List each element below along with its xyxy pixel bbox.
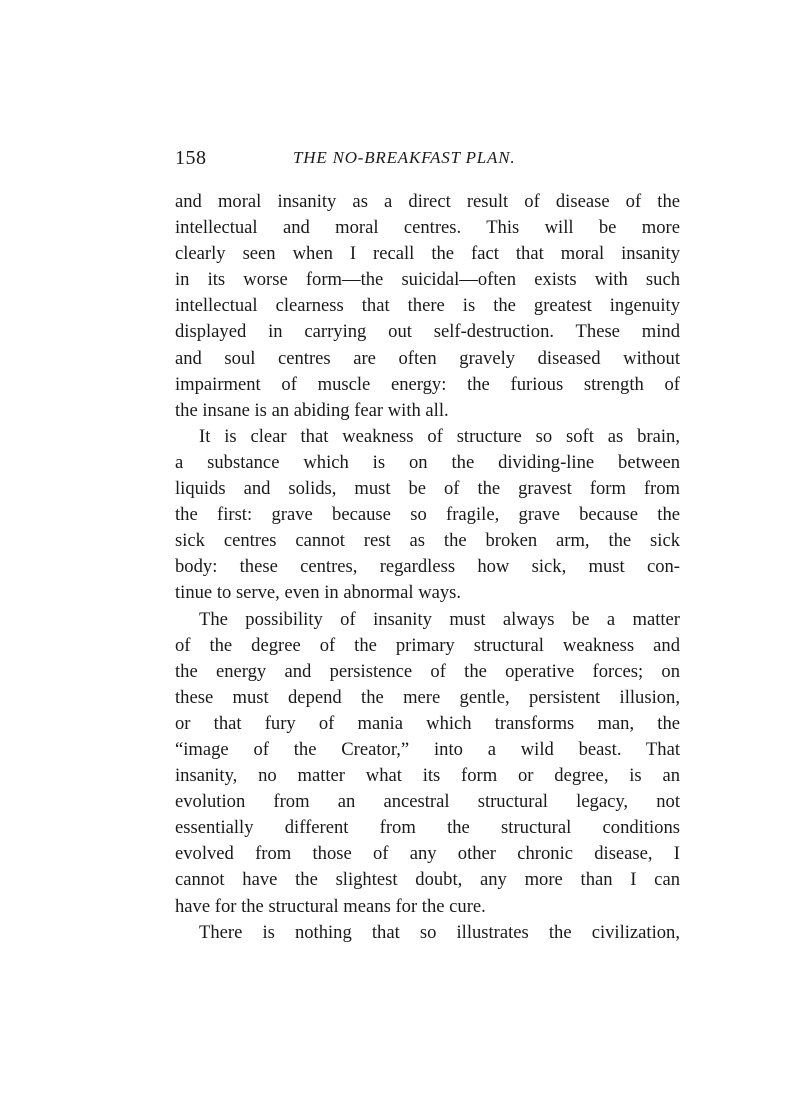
text-line: displayed in carrying out self-destruction. These mind: [175, 321, 680, 343]
text-line: have for the structural means for the cure.: [175, 895, 486, 917]
text-line: the energy and persistence of the operative forces; on: [175, 660, 680, 682]
text-line: liquids and solids, must be of the gravest form from: [175, 478, 680, 500]
text-line: the insane is an abiding fear with all.: [175, 399, 449, 421]
text-line: It is clear that weakness of structure so soft as brain,: [199, 425, 680, 447]
text-line: in its worse form—the suicidal—often exists with such: [175, 269, 680, 291]
text-line: tinue to serve, even in abnormal ways.: [175, 582, 462, 604]
text-line: and moral insanity as a direct result of disease of the: [175, 191, 680, 212]
text-line: “image of the Creator,” into a wild beast. That: [175, 738, 680, 760]
text-line: the first: grave because so fragile, grave because the: [175, 504, 680, 526]
text-line: There is nothing that so illustrates the civilization,: [199, 921, 680, 943]
text-line: cannot have the slightest doubt, any more than I can: [175, 869, 680, 891]
text-line: intellectual clearness that there is the greatest ingenuity: [175, 295, 680, 317]
text-line: clearly seen when I recall the fact that moral insanity: [175, 243, 680, 265]
text-line: of the degree of the primary structural weakness and: [175, 634, 680, 656]
text-line: these must depend the mere gentle, persistent illusion,: [175, 686, 680, 708]
text-line: impairment of muscle energy: the furious strength of: [175, 373, 680, 395]
body-text: [175, 189, 680, 946]
text-line: a substance which is on the dividing-line between: [175, 451, 680, 473]
text-line: evolution from an ancestral structural legacy, not: [175, 791, 680, 813]
text-line: insanity, no matter what its form or degree, is an: [175, 765, 680, 787]
text-line: The possibility of insanity must always be a matter: [199, 608, 680, 630]
running-title: THE NO-BREAKFAST PLAN.: [293, 148, 516, 167]
text-line: or that fury of mania which transforms man, the: [175, 712, 680, 734]
text-line: sick centres cannot rest as the broken arm, the sick: [175, 530, 680, 552]
running-head: [175, 145, 680, 171]
page-number: 158: [175, 147, 207, 169]
text-line: body: these centres, regardless how sick, must con-: [175, 556, 680, 578]
text-line: and soul centres are often gravely diseased without: [175, 347, 680, 369]
text-line: evolved from those of any other chronic disease, I: [175, 843, 680, 865]
text-line: intellectual and moral centres. This will be more: [175, 217, 680, 239]
text-line: essentially different from the structural conditions: [175, 817, 680, 839]
